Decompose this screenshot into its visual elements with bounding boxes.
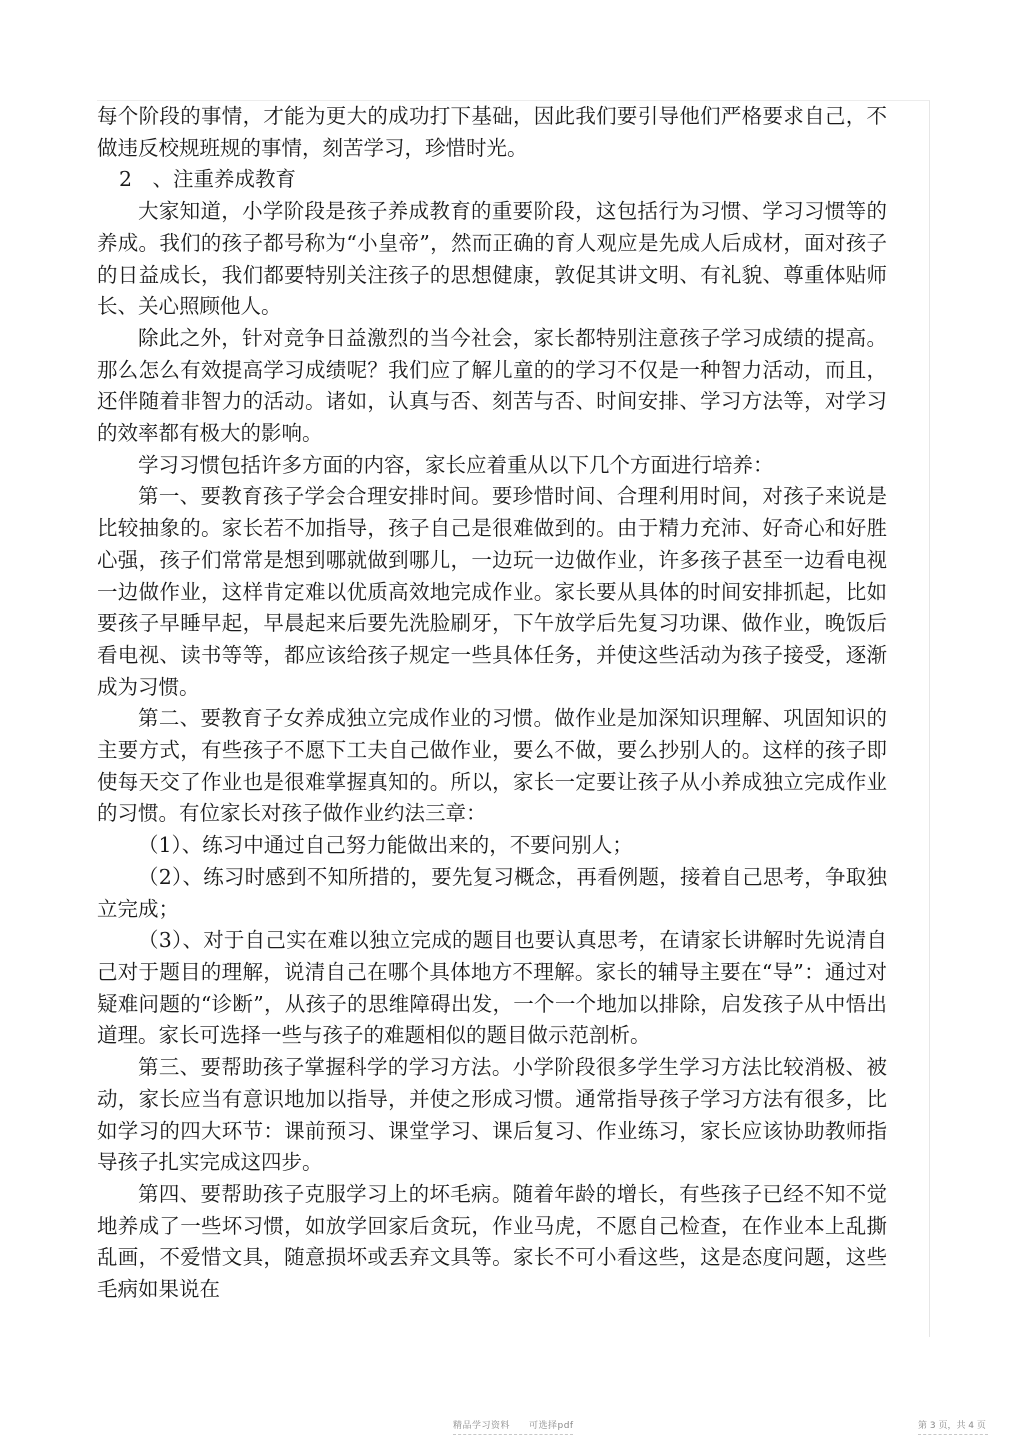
paragraph: 除此之外，针对竞争日益激烈的当今社会，家长都特别注意孩子学习成绩的提高。那么怎么有效提高学习成绩呢？我们应了解儿童的的学习不仅是一种智力活动，而且，还伴随着非智力的活动。诸如，认真与否、刻苦与否、时间安排、学习方法等，对学习的效率都有极大的影响。 bbox=[97, 325, 887, 446]
paragraph-continuation: 每个阶段的事情，才能为更大的成功打下基础，因此我们要引导他们严格要求自己，不做违反校规班规的事情，刻苦学习，珍惜时光。 bbox=[97, 104, 887, 160]
footer-divider bbox=[453, 1434, 573, 1435]
paragraph: 第一、要教育孩子学会合理安排时间。要珍惜时间、合理利用时间，对孩子来说是比较抽象的。家长若不加指导，孩子自己是很难做到的。由于精力充沛、好奇心和好胜心强，孩子们常常是想到哪就做到哪儿，一边玩一边做作业，许多孩子甚至一边看电视一边做作业，这样肯定难以优质高效地完成作业。家长要从具体的时间安排抓起，比如要孩子早睡早起，早晨起来后要先洗脸刷牙，下午放学后先复习功课、做作业，晚饭后看电视、读书等等，都应该给孩子规定一些具体任务，并使这些活动为孩子接受，逐渐成为习惯。 bbox=[97, 484, 887, 699]
footer-left bbox=[453, 1418, 574, 1431]
list-item: （1）、练习中通过自己努力能做出来的，不要问别人； bbox=[138, 833, 633, 858]
footer-right bbox=[918, 1418, 986, 1431]
list-item: （3）、对于自己实在难以独立完成的题目也要认真思考，在请家长讲解时先说清自己对于题目的理解，说清自己在哪个具体地方不理解。家长的辅导主要在“导”：通过对疑难问题的“诊断”，从孩子的思维障碍出发，一个一个地加以排除，启发孩子从中悟出道理。家长可选择一些与孩子的难题相似的题目做示范剖析。 bbox=[97, 928, 887, 1048]
document-body bbox=[97, 101, 887, 1306]
list-item: （2）、练习时感到不知所措的，要先复习概念，再看例题，接着自己思考，争取独立完成； bbox=[97, 864, 887, 921]
footer-left-text: 精品学习资料 可选择pdf bbox=[453, 1421, 574, 1431]
paragraph: 大家知道，小学阶段是孩子养成教育的重要阶段，这包括行为习惯、学习习惯等的养成。我们的孩子都号称为“小皇帝”，然而正确的育人观应是先成人后成材，面对孩子的日益成长，我们都要特别关注孩子的思想健康，敦促其讲文明、有礼貌、尊重体贴师长、关心照顾他人。 bbox=[97, 199, 887, 319]
paragraph: 第四、要帮助孩子克服学习上的坏毛病。随着年龄的增长，有些孩子已经不知不觉地养成了一些坏习惯，如放学回家后贪玩，作业马虎，不愿自己检查，在作业本上乱撕乱画，不爱惜文具，随意损坏或丢弃文具等。家长不可小看这些，这是态度问题，这些毛病如果说在 bbox=[97, 1181, 887, 1302]
footer-divider bbox=[918, 1434, 988, 1435]
paragraph: 学习习惯包括许多方面的内容，家长应着重从以下几个方面进行培养： bbox=[138, 452, 774, 477]
page-number: 第 3 页，共 4 页 bbox=[918, 1421, 986, 1431]
paragraph: 第三、要帮助孩子掌握科学的学习方法。小学阶段很多学生学习方法比较消极、被动，家长应当有意识地加以指导，并使之形成习惯。通常指导孩子学习方法有很多，比如学习的四大环节：课前预习、课堂学习、课后复习、作业练习，家长应该协助教师指导孩子扎实完成这四步。 bbox=[97, 1055, 887, 1175]
section-heading: 2 、注重养成教育 bbox=[119, 167, 297, 192]
paragraph: 第二、要教育子女养成独立完成作业的习惯。做作业是加深知识理解、巩固知识的主要方式，有些孩子不愿下工夫自己做作业，要么不做，要么抄别人的。这样的孩子即使每天交了作业也是很难掌握真知的。所以，家长一定要让孩子从小养成独立完成作业的习惯。有位家长对孩子做作业约法三章： bbox=[97, 706, 887, 826]
